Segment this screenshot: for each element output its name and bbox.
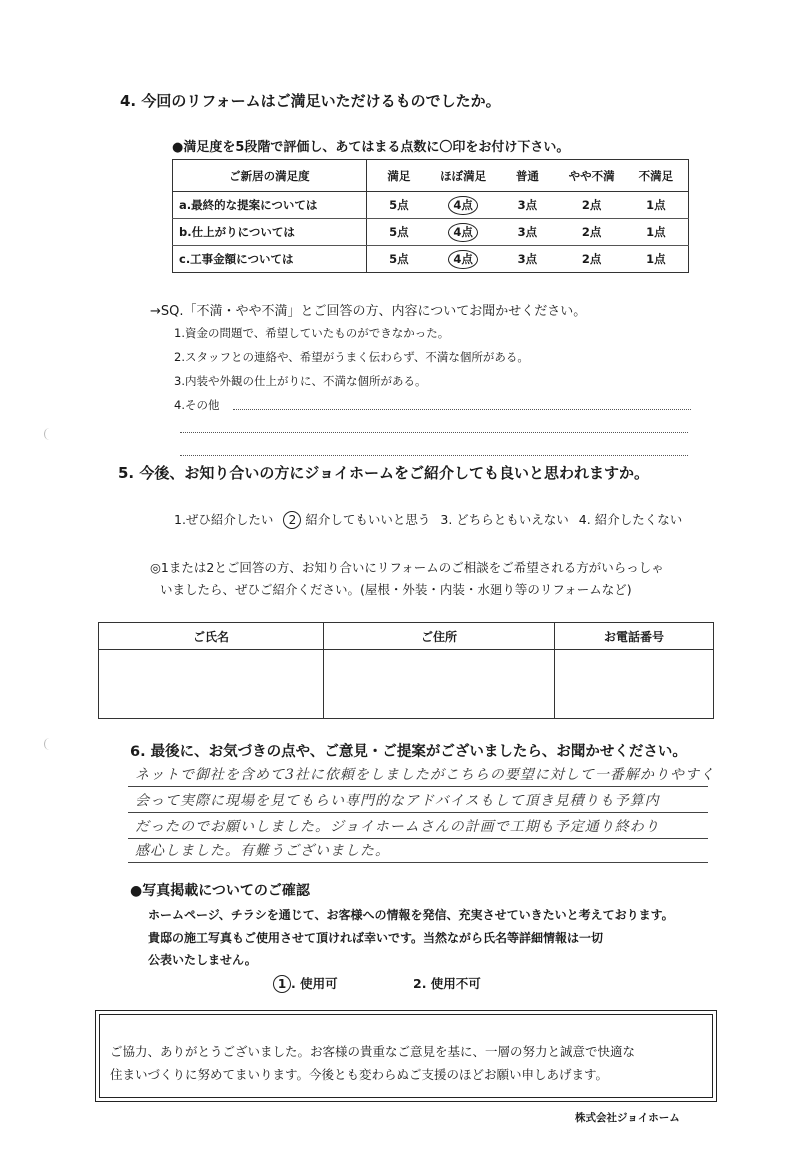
closing-message-line: 住まいづくりに努めてまいります。今後とも変わらぬご支援のほどお願い申しあげます。	[110, 1067, 609, 1082]
photo-consent-text: 公表いたしません。	[148, 953, 257, 967]
selected-option-circle: 1	[273, 975, 291, 993]
referral-table	[98, 622, 714, 719]
referral-address-field[interactable]	[324, 650, 555, 719]
photo-option-1-label: . 使用可	[291, 976, 338, 991]
score-cell[interactable]: 5点	[366, 192, 431, 219]
referral-note-line: いましたら、ぜひご紹介ください。(屋根・外装・内装・水廻り等のリフォームなど)	[160, 582, 632, 597]
header-cell: 不満足	[624, 160, 689, 192]
selected-score-circle: 4点	[448, 223, 478, 242]
score-cell[interactable]: 2点	[581, 252, 602, 266]
q5-option-2[interactable]: 紹介してもいいと思う	[305, 512, 431, 527]
row-label: c.工事金額については	[173, 246, 367, 273]
referral-name-header: ご氏名	[99, 623, 324, 650]
row-label: a.最終的な提案については	[173, 192, 367, 219]
photo-consent-title: ●写真掲載についてのご確認	[130, 883, 310, 899]
selected-score-circle: 4点	[448, 250, 478, 269]
table-row	[173, 219, 689, 246]
q5-option-3[interactable]: 3. どちらともいえない	[440, 512, 569, 527]
score-cell[interactable]: 2点	[559, 192, 623, 219]
score-cell[interactable]: 1点	[646, 252, 666, 266]
company-name: 株式会社ジョイホーム	[575, 1112, 680, 1124]
other-answer-line[interactable]	[180, 455, 688, 456]
sq-option[interactable]: 4.その他	[174, 398, 220, 412]
referral-note-line: ◎1または2とご回答の方、お知り合いにリフォームのご相談をご希望される方がいらっしゃ	[150, 560, 664, 575]
selected-score-circle: 4点	[448, 196, 478, 215]
score-cell[interactable]: 3点	[517, 252, 538, 266]
answer-rule	[128, 812, 708, 813]
q5-options	[174, 510, 682, 529]
handwritten-answer-line: ネットで御社を含めて3社に依頼をしましたがこちらの要望に対して一番解かりやすく	[135, 767, 715, 783]
q5-option-1[interactable]: 1.ぜひ紹介したい	[174, 512, 274, 527]
satisfaction-table	[172, 159, 689, 273]
question-6-title: 6. 最後に、お気づきの点や、ご意見・ご提案がございましたら、お聞かせください。	[130, 744, 687, 760]
handwritten-answer-line: だったのでお願いしました。ジョイホームさんの計画で工期も予定通り終わり	[135, 819, 660, 835]
sq-option[interactable]: 1.資金の問題で、希望していたものができなかった。	[174, 326, 450, 340]
score-cell[interactable]: 5点	[366, 219, 431, 246]
question-5-title: 5. 今後、お知り合いの方にジョイホームをご紹介しても良いと思われますか。	[118, 464, 650, 482]
header-cell: ご新居の満足度	[173, 160, 367, 192]
score-cell-selected[interactable]	[431, 246, 495, 273]
handwritten-answer-line: 会って実際に現場を見てもらい専門的なアドバイスもして頂き見積りも予算内	[135, 793, 660, 809]
score-cell[interactable]: 2点	[559, 219, 623, 246]
score-cell-selected[interactable]	[431, 192, 495, 219]
sq-title: →SQ.「不満・やや不満」とご回答の方、内容についてお聞かせください。	[150, 304, 587, 319]
score-cell[interactable]: 1点	[624, 219, 689, 246]
handwritten-answer-line: 感心しました。有難うございました。	[135, 843, 390, 859]
photo-consent-text: ホームページ、チラシを通じて、お客様への情報を発信、充実させていきたいと考えております。	[148, 908, 674, 922]
photo-option-1[interactable]	[273, 974, 338, 993]
sq-option[interactable]: 3.内装や外観の仕上がりに、不満な個所がある。	[174, 374, 427, 388]
other-answer-line[interactable]	[180, 432, 688, 433]
referral-name-field[interactable]	[99, 650, 324, 719]
photo-option-2[interactable]: 2. 使用不可	[413, 976, 481, 991]
question-4-title: 4. 今回のリフォームはご満足いただけるものでしたか。	[120, 92, 501, 110]
answer-rule	[128, 862, 708, 863]
header-cell: ほぼ満足	[431, 160, 495, 192]
score-cell[interactable]: 1点	[624, 192, 689, 219]
q4-instruction: ●満足度を5段階で評価し、あてはまる点数に〇印をお付け下さい。	[172, 140, 570, 155]
row-label: b.仕上がりについては	[173, 219, 367, 246]
score-cell[interactable]: 5点	[389, 252, 409, 266]
referral-address-header: ご住所	[324, 623, 555, 650]
header-cell: 普通	[495, 160, 559, 192]
punch-hole-mark	[44, 738, 55, 750]
photo-consent-text: 貴邸の施工写真もご使用させて頂ければ幸いです。当然ながら氏名等詳細情報は一切	[148, 931, 604, 945]
punch-hole-mark	[44, 428, 55, 440]
closing-message-line: ご協力、ありがとうございました。お客様の貴重なご意見を基に、一層の努力と誠意で快適な	[110, 1044, 636, 1059]
score-cell[interactable]: 3点	[495, 192, 559, 219]
header-cell: 満足	[366, 160, 431, 192]
selected-option-circle[interactable]: 2	[283, 511, 301, 529]
answer-rule	[128, 786, 708, 787]
q5-option-4[interactable]: 4. 紹介したくない	[578, 512, 683, 527]
table-row	[173, 246, 689, 273]
referral-phone-field[interactable]	[555, 650, 714, 719]
sq-option[interactable]: 2.スタッフとの連絡や、希望がうまく伝わらず、不満な個所がある。	[174, 350, 529, 364]
referral-phone-header: お電話番号	[555, 623, 714, 650]
score-cell[interactable]: 3点	[495, 219, 559, 246]
table-row	[173, 192, 689, 219]
other-answer-line[interactable]	[233, 409, 691, 410]
header-cell: やや不満	[559, 160, 623, 192]
answer-rule	[128, 838, 708, 839]
satisfaction-table-header	[173, 160, 689, 192]
score-cell-selected[interactable]	[431, 219, 495, 246]
